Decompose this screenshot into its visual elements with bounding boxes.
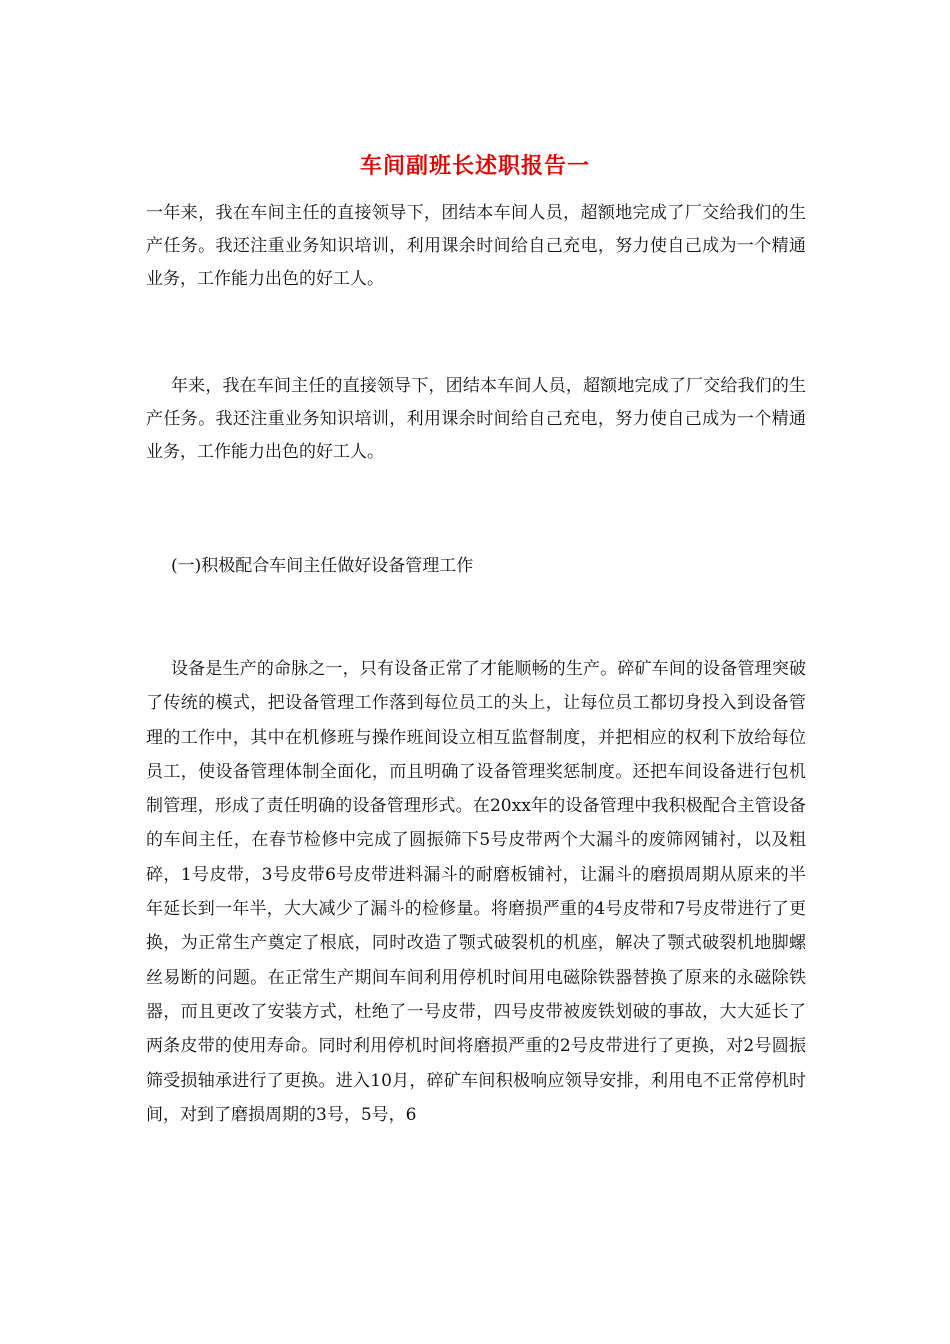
paragraph-intro: 一年来，我在车间主任的直接领导下，团结本车间人员，超额地完成了厂交给我们的生产任务。我还注重业务知识培训，利用课余时间给自己充电，努力使自己成为一个精通业务，工作能力出色的好工人。 [146,203,806,289]
section-heading: (一)积极配合车间主任做好设备管理工作 [171,556,474,576]
paragraph-equipment-management: 设备是生产的命脉之一，只有设备正常了才能顺畅的生产。碎矿车间的设备管理突破了传统的模式，把设备管理工作落到每位员工的头上，让每位员工都切身投入到设备管理的工作中，其中在机修班与操作班间设立相互监督制度，并把相应的权利下放给每位员工，使设备管理体制全面化，而且明确了设备管理奖惩制度。还把车间设备进行包机制管理，形成了责任明确的设备管理形式。在20xx年的设备管理中我积极配合主管设备的车间主任，在春节检修中完成了圆振筛下5号皮带两个大漏斗的废筛网铺衬，以及粗碎，1号皮带，3号皮带6号皮带进料漏斗的耐磨板铺衬，让漏斗的磨损周期从原来的半年延长到一年半，大大减少了漏斗的检修量。将磨损严重的4号皮带和7号皮带进行了更换，为正常生产奠定了根底，同时改造了颚式破裂机的机座，解决了颚式破裂机地脚螺丝易断的问题。在正常生产期间车间利用停机时间用电磁除铁器替换了原来的永磁除铁器，而且更改了安装方式，杜绝了一号皮带，四号皮带被废铁划破的事故，大大延长了两条皮带的使用寿命。同时利用停机时间将磨损严重的2号皮带进行了更换，对2号圆振筛受损轴承进行了更换。进入10月，碎矿车间积极响应领导安排，利用电不正常停机时间，对到了磨损周期的3号，5号，6 [146,659,806,1125]
paragraph-intro-repeat: 年来，我在车间主任的直接领导下，团结本车间人员，超额地完成了厂交给我们的生产任务。我还注重业务知识培训，利用课余时间给自己充电，努力使自己成为一个精通业务，工作能力出色的好工人。 [146,376,806,462]
document-title: 车间副班长述职报告一 [359,154,590,179]
